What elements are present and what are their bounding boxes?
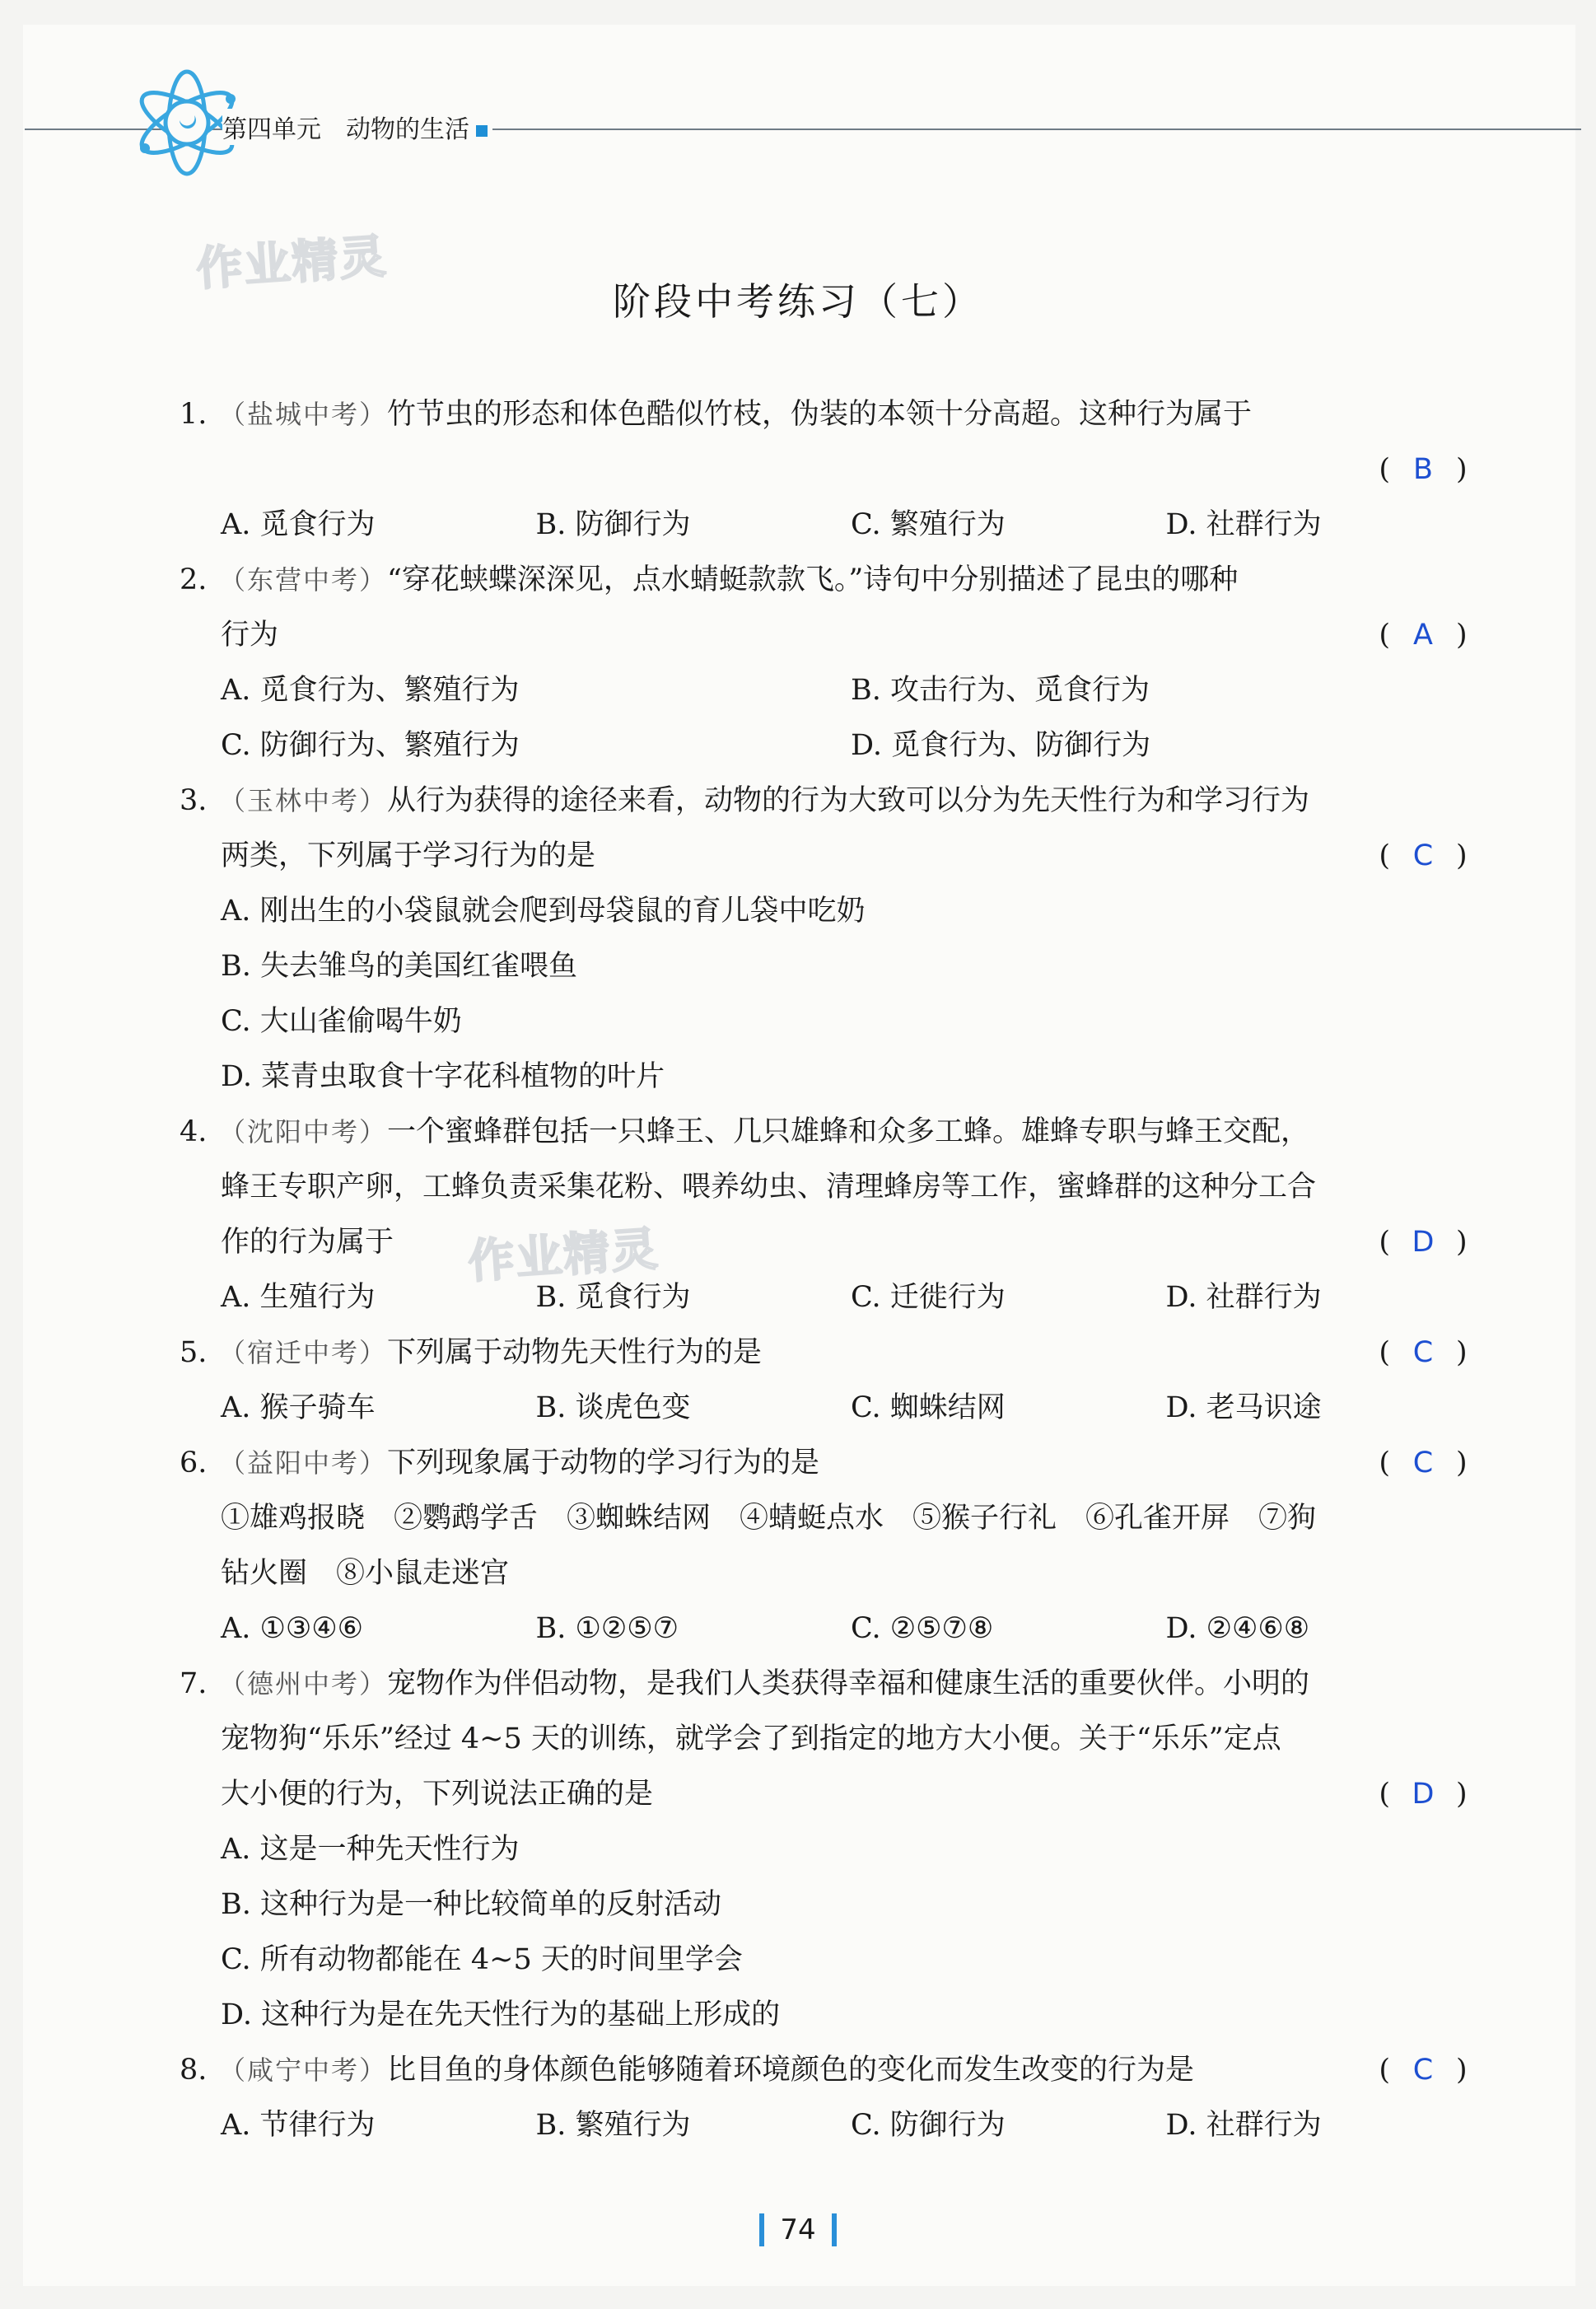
page-title: 阶段中考练习（七） [613,279,983,324]
question-1 [180,387,1481,553]
answer-letter: C [1412,1336,1434,1369]
question-text: 大小便的行为，下列说法正确的是 [221,1778,654,1811]
question-text: 从行为获得的途径来看，动物的行为大致可以分为先天性行为和学习行为 [387,784,1310,817]
unit-topic: 动物的生活 [346,115,469,144]
question-text: 比目鱼的身体颜色能够随着环境颜色的变化而发生改变的行为是 [387,2054,1195,2087]
options-row [180,663,1481,718]
option-a: A. 刚出生的小袋鼠就会爬到母袋鼠的育儿袋中吃奶 [221,895,866,928]
answer-bracket: ( C ) [1365,829,1481,884]
option-c: C. 防御行为 [851,2109,1006,2142]
question-source: （沈阳中考） [219,1116,388,1147]
question-text: 钻火圈 ⑧小鼠走迷宫 [221,1557,510,1590]
option-b: B. 防御行为 [535,508,691,541]
question-6 [180,1436,1481,1657]
question-text: 行为 [221,619,279,652]
answer-letter: B [1412,453,1433,486]
question-text: 作的行为属于 [221,1226,394,1259]
watermark: 作业精灵 [466,1222,661,1290]
option-d: D. 社群行为 [1165,2109,1322,2142]
page-bar-right [832,2213,837,2246]
answer-bracket: ( D ) [1365,1215,1481,1270]
question-text: 宠物作为伴侣动物，是我们人类获得幸福和健康生活的重要伙伴。小明的 [387,1667,1310,1700]
question-text: ①雄鸡报晓 ②鹦鹉学舌 ③蜘蛛结网 ④蜻蜓点水 ⑤猴子行礼 ⑥孔雀开屏 ⑦狗 [221,1502,1317,1535]
option-d: D. 觅食行为、防御行为 [851,729,1151,762]
option-b: B. 攻击行为、觅食行为 [851,674,1150,707]
question-8 [180,2043,1481,2153]
watermark: 作业精灵 [194,229,390,297]
option-a: A. ①③④⑥ [221,1612,364,1645]
option-b: B. 觅食行为 [535,1281,691,1314]
options-row [180,718,1481,774]
options-row [180,1601,1481,1657]
question-text: 下列属于动物先天性行为的是 [387,1336,763,1369]
question-source: （咸宁中考） [219,2054,388,2086]
option-c: C. ②⑤⑦⑧ [851,1612,994,1645]
question-list [180,387,1481,2153]
question-text: 下列现象属于动物的学习行为的是 [387,1447,820,1479]
option-a: A. 觅食行为、繁殖行为 [221,674,520,707]
question-text: 蜂王专职产卵，工蜂负责采集花粉、喂养幼虫、清理蜂房等工作，蜜蜂群的这种分工合 [221,1171,1317,1204]
option-d: D. ②④⑥⑧ [1165,1612,1310,1645]
answer-bracket: ( C ) [1365,2043,1481,2098]
answer-letter: D [1412,1778,1435,1811]
answer-letter: A [1413,619,1433,652]
option-b: B. 失去雏鸟的美国红雀喂鱼 [221,950,577,983]
answer-letter: C [1412,1447,1434,1479]
question-number: 5. [180,1336,208,1369]
option-a: A. 觅食行为 [221,508,376,541]
option-d: D. 菜青虫取食十字花科植物的叶片 [221,1060,665,1093]
option-c: C. 繁殖行为 [851,508,1006,541]
option-d: D. 社群行为 [1165,508,1322,541]
question-7 [180,1657,1481,2043]
question-text: 宠物狗“乐乐”经过 4~5 天的训练，就学会了到指定的地方大小便。关于“乐乐”定点 [221,1722,1281,1755]
option-a: A. 这是一种先天性行为 [221,1833,520,1866]
option-b: B. 谈虎色变 [535,1391,691,1424]
question-source: （益阳中考） [219,1447,388,1479]
option-b: B. 这种行为是一种比较简单的反射活动 [221,1888,721,1921]
answer-letter: D [1412,1226,1435,1259]
question-source: （盐城中考） [219,399,388,430]
option-d: D. 老马识途 [1165,1391,1322,1424]
question-3 [180,774,1481,1105]
question-number: 7. [180,1667,208,1700]
answer-bracket: ( D ) [1365,1767,1481,1822]
question-source: （东营中考） [219,564,388,596]
square-bullet-icon [476,125,488,137]
options-row [180,498,1481,553]
question-4 [180,1105,1481,1325]
answer-bracket: ( B ) [1365,442,1481,498]
options-row [180,1270,1481,1325]
option-d: D. 这种行为是在先天性行为的基础上形成的 [221,1998,781,2031]
question-text: 一个蜜蜂群包括一只蜂王、几只雄蜂和众多工蜂。雄蜂专职与蜂王交配， [387,1115,1310,1148]
question-source: （玉林中考） [219,785,388,816]
question-text: 竹节虫的形态和体色酷似竹枝，伪装的本领十分高超。这种行为属于 [387,398,1253,431]
question-source: （德州中考） [219,1668,388,1699]
option-d: D. 社群行为 [1165,1281,1322,1314]
option-a: A. 节律行为 [221,2109,376,2142]
option-b: B. 繁殖行为 [535,2109,691,2142]
answer-letter: C [1412,2054,1434,2087]
option-c: C. 所有动物都能在 4~5 天的时间里学会 [221,1943,743,1976]
question-number: 3. [180,784,208,817]
options-row [180,2098,1481,2153]
question-number: 2. [180,563,208,596]
option-c: C. 蜘蛛结网 [851,1391,1006,1424]
question-5 [180,1325,1481,1436]
unit-header [25,91,1581,144]
option-a: A. 生殖行为 [221,1281,376,1314]
question-number: 1. [180,398,208,431]
option-b: B. ①②⑤⑦ [535,1612,679,1645]
question-number: 4. [180,1115,208,1148]
options-row [180,1381,1481,1436]
unit-title [222,109,492,145]
question-2 [180,553,1481,774]
option-c: C. 大山雀偷喝牛奶 [221,1005,462,1038]
page-bar-left [759,2213,764,2246]
answer-bracket: ( C ) [1365,1436,1481,1491]
answer-bracket: ( A ) [1365,608,1481,663]
answer-bracket: ( C ) [1365,1325,1481,1381]
question-source: （宿迁中考） [219,1337,388,1368]
page-number: 74 [780,2213,816,2246]
question-number: 8. [180,2054,208,2087]
page-footer [0,2212,1596,2246]
question-text: 两类，下列属于学习行为的是 [221,839,596,872]
option-c: C. 迁徙行为 [851,1281,1006,1314]
question-number: 6. [180,1447,208,1479]
answer-letter: C [1412,839,1434,872]
option-a: A. 猴子骑车 [221,1391,376,1424]
unit-label: 第四单元 [222,115,321,144]
option-c: C. 防御行为、繁殖行为 [221,729,520,762]
question-text: “穿花蛱蝶深深见，点水蜻蜓款款飞。”诗句中分别描述了昆虫的哪种 [387,563,1239,596]
